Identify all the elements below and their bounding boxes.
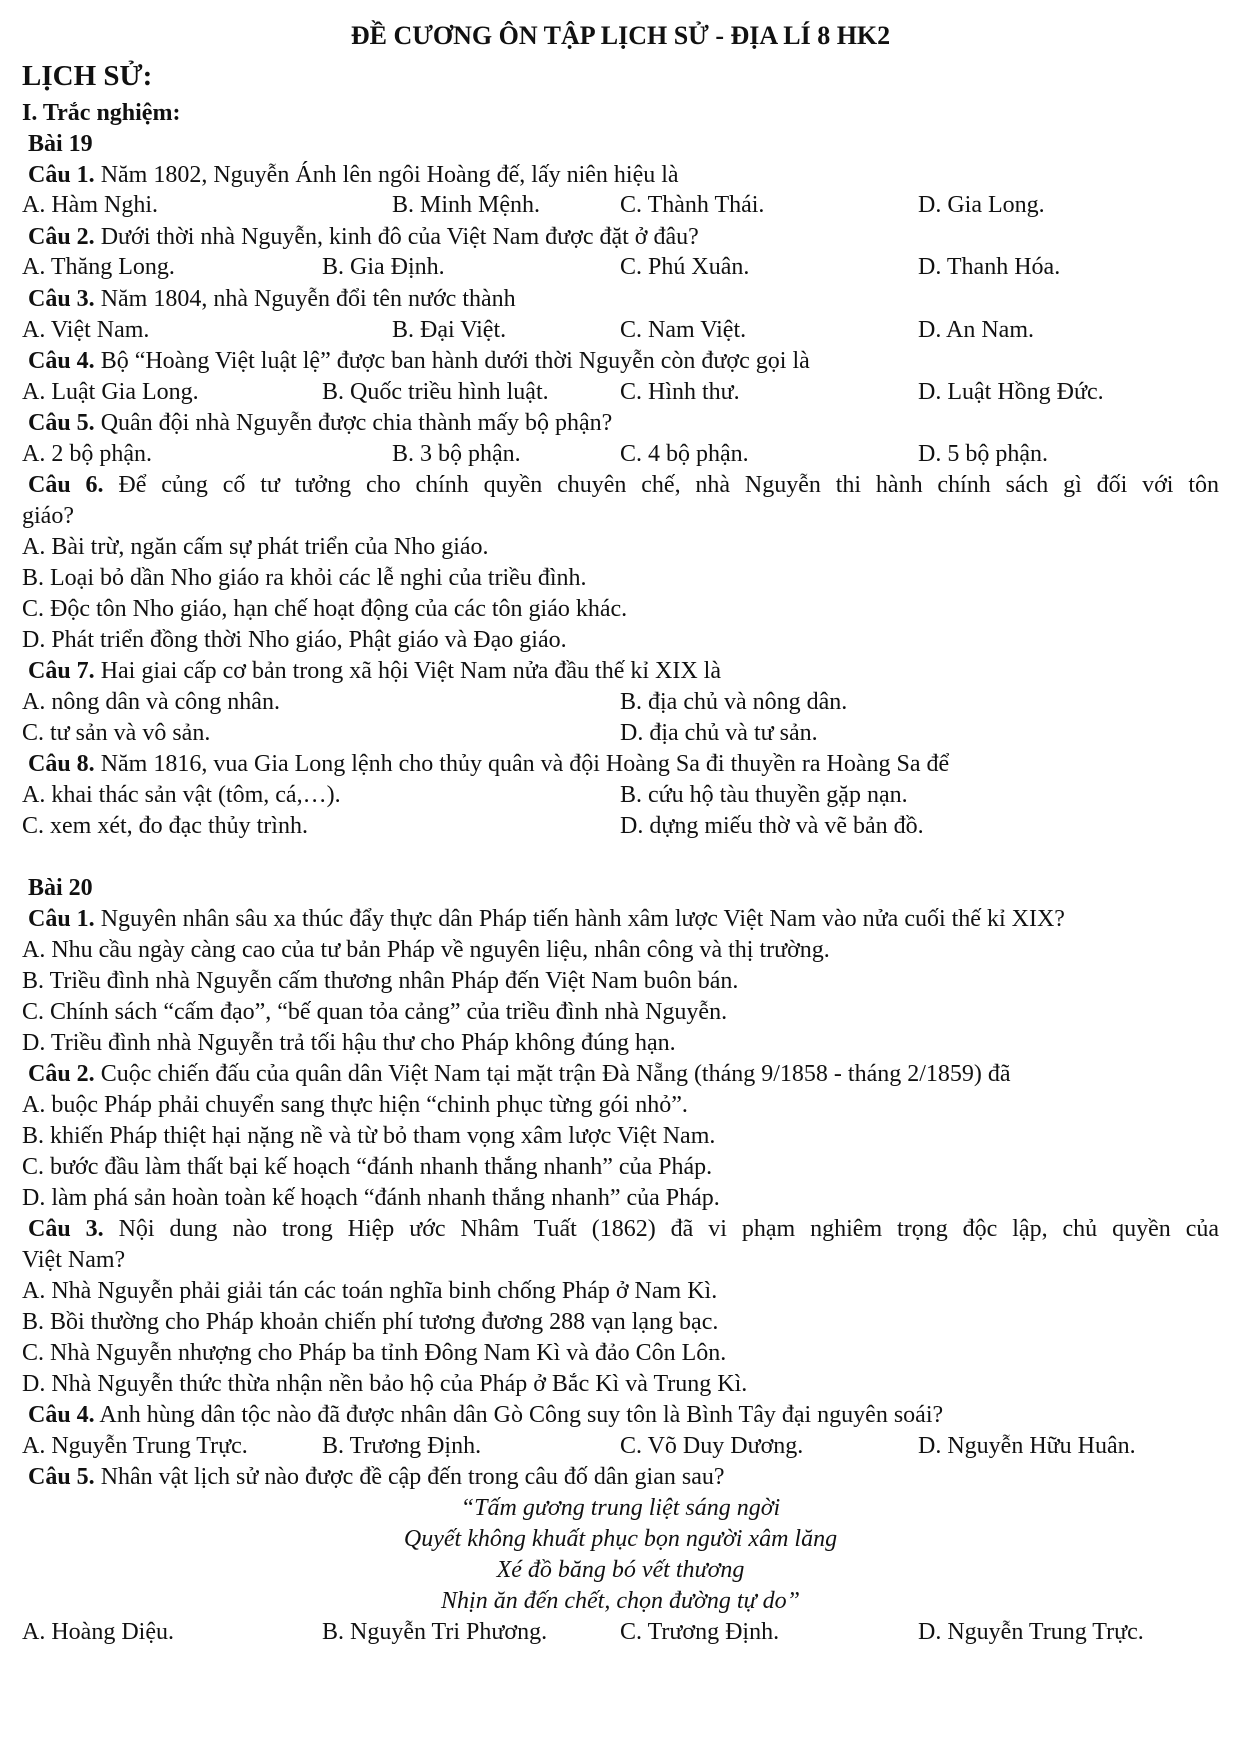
b19-q4-stem [28,347,1219,375]
option-d: D. Nguyễn Trung Trực. [918,1619,1144,1645]
question-number: Câu 7. [28,658,95,684]
option-d: D. dựng miếu thờ và vẽ bản đồ. [620,813,924,839]
poem-line-2: Quyết không khuất phục bọn người xâm lăng [403,1526,838,1552]
question-number: Câu 5. [28,410,95,436]
b20-q1-option-d: D. Triều đình nhà Nguyễn trả tối hậu thư cho Pháp không đúng hạn. [22,1030,676,1056]
option-d: D. Gia Long. [918,192,1045,218]
question-number: Câu 6. [28,472,104,498]
b20-q3-stem [28,1215,1219,1243]
b19-q6-option-d: D. Phát triển đồng thời Nho giáo, Phật giáo và Đạo giáo. [22,627,567,653]
question-number: Câu 2. [28,1061,95,1087]
question-number: Câu 4. [28,348,95,374]
option-a: A. Thăng Long. [22,254,175,280]
lesson-20-label: Bài 20 [28,875,93,901]
option-c: C. tư sản và vô sản. [22,720,211,746]
b20-q1-stem [28,905,1219,933]
option-d: D. Thanh Hóa. [918,254,1061,280]
b19-q6-option-b: B. Loại bỏ dần Nho giáo ra khỏi các lễ nghi của triều đình. [22,565,587,591]
option-c: C. Võ Duy Dương. [620,1433,804,1459]
b19-q8-stem [28,750,1219,778]
b20-q5-stem [28,1463,1219,1491]
question-number: Câu 3. [28,1216,104,1242]
option-a: A. Nguyễn Trung Trực. [22,1433,248,1459]
option-b: B. Nguyễn Tri Phương. [322,1619,548,1645]
option-c: C. Hình thư. [620,379,740,405]
option-d: D. địa chủ và tư sản. [620,720,818,746]
option-a: A. Hàm Nghi. [22,192,158,218]
option-a: A. Luật Gia Long. [22,379,199,405]
option-c: C. Thành Thái. [620,192,765,218]
b19-q6-option-c: C. Độc tôn Nho giáo, hạn chế hoạt động của các tôn giáo khác. [22,596,628,622]
b20-q2-option-c: C. bước đầu làm thất bại kế hoạch “đánh nhanh thắng nhanh” của Pháp. [22,1154,713,1180]
poem-line-3: Xé đồ băng bó vết thương [496,1557,745,1583]
option-b: B. địa chủ và nông dân. [620,689,848,715]
b20-q1-option-a: A. Nhu cầu ngày càng cao của tư bản Pháp về nguyên liệu, nhân công và thị trường. [22,937,830,963]
option-c: C. Phú Xuân. [620,254,750,280]
option-c: C. xem xét, đo đạc thủy trình. [22,813,308,839]
b19-q6-stem-cont: giáo? [22,503,74,529]
poem-line-4: Nhịn ăn đến chết, chọn đường tự do” [441,1588,800,1614]
question-text: Nguyên nhân sâu xa thúc đẩy thực dân Pháp tiến hành xâm lược Việt Nam vào nửa cuối thế kỉ XIX? [94,906,1065,932]
option-b: B. Trương Định. [322,1433,482,1459]
option-d: D. Nguyễn Hữu Huân. [918,1433,1136,1459]
question-text: Anh hùng dân tộc nào đã được nhân dân Gò Công suy tôn là Bình Tây đại nguyên soái? [94,1402,944,1428]
question-number: Câu 2. [28,224,95,250]
question-number: Câu 8. [28,751,95,777]
option-d: D. 5 bộ phận. [918,441,1048,467]
b19-q1-stem [28,161,1219,189]
option-c: C. 4 bộ phận. [620,441,749,467]
option-d: D. Luật Hồng Đức. [918,379,1104,405]
b20-q1-option-b: B. Triều đình nhà Nguyễn cấm thương nhân Pháp đến Việt Nam buôn bán. [22,968,739,994]
b19-q6-option-a: A. Bài trừ, ngăn cấm sự phát triển của Nho giáo. [22,534,489,560]
b20-q2-option-d: D. làm phá sản hoàn toàn kế hoạch “đánh nhanh thắng nhanh” của Pháp. [22,1185,720,1211]
b19-q3-stem [28,285,1219,313]
option-a: A. khai thác sản vật (tôm, cá,…). [22,782,341,808]
b19-q2-stem [28,223,1219,251]
question-number: Câu 5. [28,1464,95,1490]
option-d: D. An Nam. [918,317,1034,343]
question-number: Câu 4. [28,1402,95,1428]
option-b: B. Gia Định. [322,254,445,280]
question-number: Câu 3. [28,286,95,312]
question-text: Năm 1802, Nguyễn Ánh lên ngôi Hoàng đế, lấy niên hiệu là [94,162,679,188]
lesson-19-label: Bài 19 [28,131,93,157]
b20-q2-option-b: B. khiến Pháp thiệt hại nặng nề và từ bỏ tham vọng xâm lược Việt Nam. [22,1123,716,1149]
option-c: C. Nam Việt. [620,317,747,343]
question-number: Câu 1. [28,162,95,188]
question-text: Nội dung nào trong Hiệp ước Nhâm Tuất (1862) đã vi phạm nghiêm trọng độc lập, chủ quyền của [103,1216,1219,1242]
question-text: Hai giai cấp cơ bản trong xã hội Việt Nam nửa đầu thế kỉ XIX là [94,658,721,684]
b20-q3-stem-cont: Việt Nam? [22,1247,126,1273]
question-text: Cuộc chiến đấu của quân dân Việt Nam tại mặt trận Đà Nẵng (tháng 9/1858 - tháng 2/1859) đã [94,1061,1011,1087]
b20-q3-option-b: B. Bồi thường cho Pháp khoản chiến phí tương đương 288 vạn lạng bạc. [22,1309,719,1335]
question-text: Bộ “Hoàng Việt luật lệ” được ban hành dưới thời Nguyễn còn được gọi là [94,348,810,374]
question-text: Để củng cố tư tưởng cho chính quyền chuyên chế, nhà Nguyễn thi hành chính sách gì đối với tôn [103,472,1219,498]
option-a: A. Việt Nam. [22,317,150,343]
option-b: B. Đại Việt. [392,317,507,343]
b20-q3-option-c: C. Nhà Nguyễn nhượng cho Pháp ba tỉnh Đông Nam Kì và đảo Côn Lôn. [22,1340,727,1366]
question-text: Nhân vật lịch sử nào được đề cập đến trong câu đố dân gian sau? [94,1464,725,1490]
section-heading: I. Trắc nghiệm: [22,100,181,126]
b19-q5-stem [28,409,1219,437]
option-a: A. Hoàng Diệu. [22,1619,174,1645]
b20-q3-option-a: A. Nhà Nguyễn phải giải tán các toán nghĩa binh chống Pháp ở Nam Kì. [22,1278,718,1304]
b19-q7-stem [28,657,1219,685]
question-number: Câu 1. [28,906,95,932]
b20-q2-option-a: A. buộc Pháp phải chuyển sang thực hiện “chinh phục từng gói nhỏ”. [22,1092,688,1118]
question-text: Năm 1804, nhà Nguyễn đổi tên nước thành [94,286,516,312]
option-b: B. cứu hộ tàu thuyền gặp nạn. [620,782,908,808]
option-a: A. 2 bộ phận. [22,441,152,467]
poem-line-1: “Tấm gương trung liệt sáng ngời [460,1495,781,1521]
subject-heading: LỊCH SỬ: [22,60,153,92]
question-text: Năm 1816, vua Gia Long lệnh cho thủy quân và đội Hoàng Sa đi thuyền ra Hoàng Sa để [94,751,950,777]
option-b: B. Quốc triều hình luật. [322,379,549,405]
option-b: B. Minh Mệnh. [392,192,541,218]
b20-q2-stem [28,1060,1219,1088]
document-title: ĐỀ CƯƠNG ÔN TẬP LỊCH SỬ - ĐỊA LÍ 8 HK2 [350,21,891,50]
b19-q6-stem [28,471,1219,499]
b20-q3-option-d: D. Nhà Nguyễn thức thừa nhận nền bảo hộ của Pháp ở Bắc Kì và Trung Kì. [22,1371,748,1397]
question-text: Dưới thời nhà Nguyễn, kinh đô của Việt Nam được đặt ở đâu? [94,224,699,250]
b20-q4-stem [28,1401,1219,1429]
option-c: C. Trương Định. [620,1619,780,1645]
option-a: A. nông dân và công nhân. [22,689,280,715]
option-b: B. 3 bộ phận. [392,441,521,467]
b20-q1-option-c: C. Chính sách “cấm đạo”, “bế quan tỏa cảng” của triều đình nhà Nguyễn. [22,999,728,1025]
question-text: Quân đội nhà Nguyễn được chia thành mấy bộ phận? [94,410,613,436]
